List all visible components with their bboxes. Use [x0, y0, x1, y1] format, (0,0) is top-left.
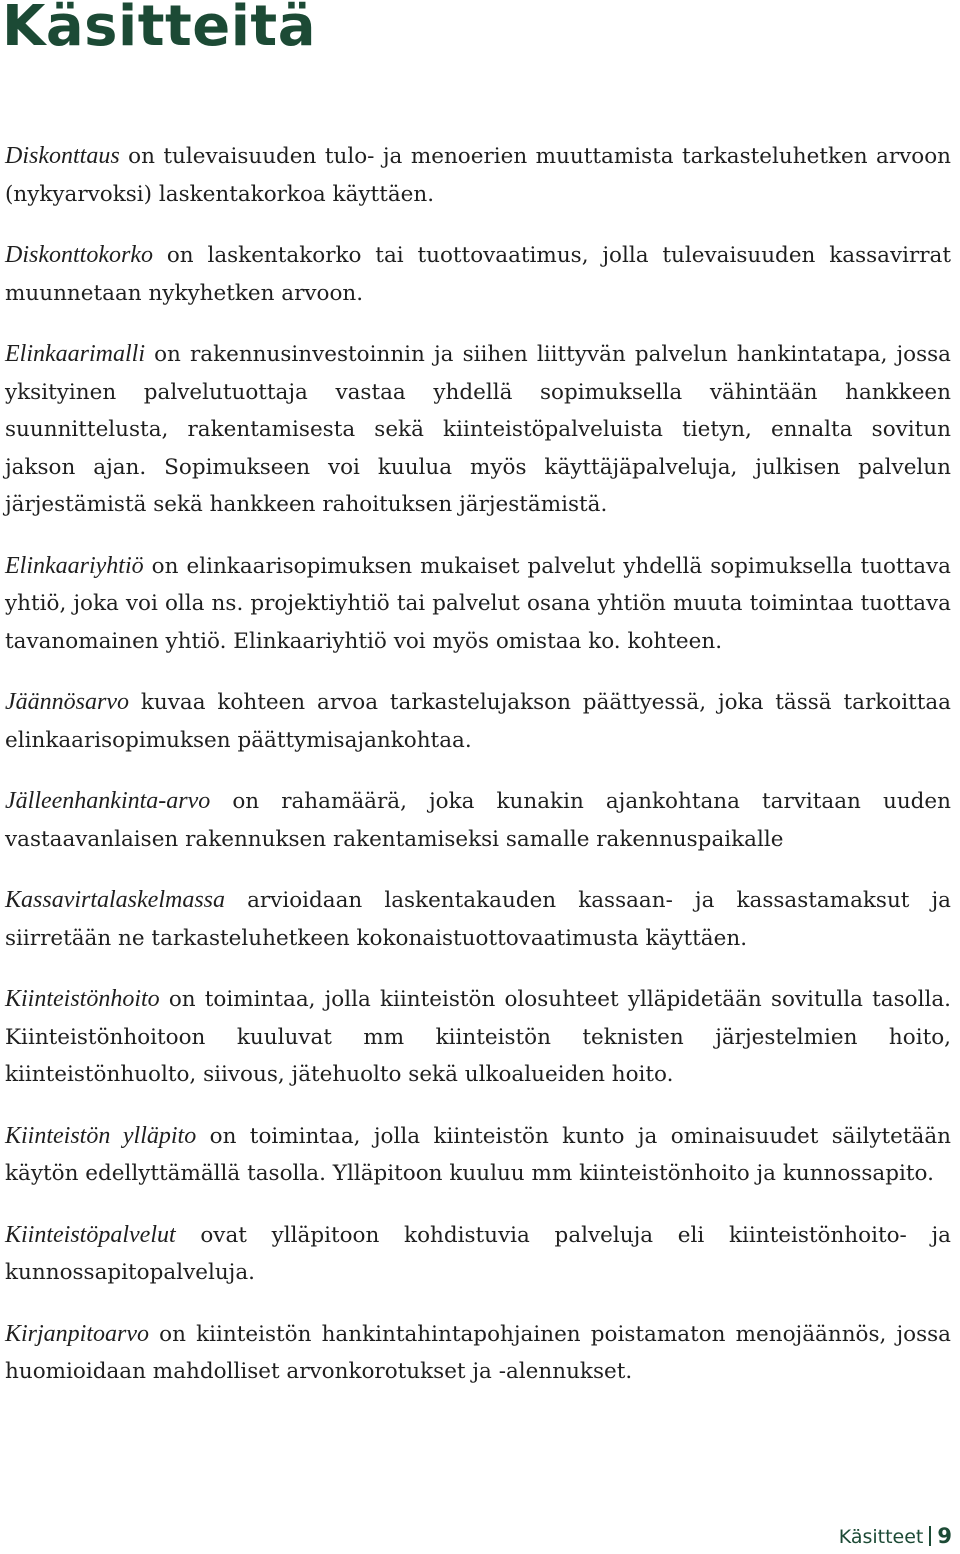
- glossary-term: Diskonttokorko: [5, 242, 153, 268]
- glossary-definition: on tulevaisuuden tulo- ja menoerien muuttamista tarkasteluhetken arvoon (nykyarvoksi) laskentakorkoa käyttäen.: [5, 144, 951, 207]
- glossary-definition: on kiinteistön hankintahintapohjainen poistamaton menojäännös, jossa huomioidaan mahdolliset arvonkorotukset ja -alennukset.: [5, 1321, 951, 1384]
- glossary-term: Kirjanpitoarvo: [5, 1320, 150, 1347]
- glossary-entry: [5, 138, 951, 213]
- glossary-list: [5, 138, 951, 1415]
- glossary-term: Jäännösarvo: [5, 689, 129, 715]
- glossary-term: Kassavirtalaskelmassa: [5, 887, 226, 913]
- glossary-definition: arvioidaan laskentakauden kassaan- ja kassastamaksut ja siirretään ne tarkasteluhetkeen kokonaistuottovaatimusta käyttäen.: [5, 888, 951, 951]
- glossary-entry: [5, 684, 951, 759]
- glossary-definition: kuvaa kohteen arvoa tarkastelujakson päättyessä, joka tässä tarkoittaa elinkaarisopimuksen päättymisajankohtaa.: [5, 690, 951, 753]
- glossary-term: Kiinteistönhoito: [5, 986, 160, 1012]
- glossary-entry: [5, 1118, 951, 1193]
- glossary-term: Elinkaariyhtiö: [5, 552, 144, 579]
- glossary-term: Jälleenhankinta-arvo: [5, 788, 211, 814]
- glossary-definition: on laskentakorko tai tuottovaatimus, jolla tulevaisuuden kassavirrat muunnetaan nykyhetken arvoon.: [5, 243, 951, 306]
- glossary-definition: on toimintaa, jolla kiinteistön kunto ja ominaisuudet säilytetään käytön edellyttämällä tasolla. Ylläpitoon kuuluu mm kiinteistönhoito ja kunnossapito.: [5, 1123, 951, 1186]
- glossary-definition: ovat ylläpitoon kohdistuvia palveluja eli kiinteistönhoito- ja kunnossapitopalveluja.: [5, 1222, 951, 1285]
- glossary-definition: on rahamäärä, joka kunakin ajankohtana tarvitaan uuden vastaavanlaisen rakennuksen rakentamiseksi samalle rakennuspaikalle: [5, 789, 951, 852]
- glossary-term: Elinkaarimalli: [5, 341, 145, 367]
- glossary-definition: on rakennusinvestoinnin ja siihen liittyvän palvelun hankintatapa, jossa yksityinen palvelutuottaja vastaa yhdellä sopimuksella vähintään hankkeen suunnittelusta, rakentamisesta sekä kiinteistöpalveluista tietyn, ennalta sovitun jakson ajan. Sopimukseen voi kuulua myös käyttäjäpalveluja, julkisen palvelun järjestämistä sekä hankkeen rahoituksen järjestämistä.: [5, 342, 951, 517]
- glossary-entry: [5, 882, 951, 957]
- glossary-definition: on toimintaa, jolla kiinteistön olosuhteet ylläpidetään sovitulla tasolla. Kiinteistönhoitoon kuuluvat mm kiinteistön teknisten järjestelmien hoito, kiinteistönhuolto, siivous, jätehuolto sekä ulkoalueiden hoito.: [5, 987, 951, 1087]
- glossary-term: Kiinteistöpalvelut: [5, 1221, 176, 1248]
- page-number: 9: [937, 1524, 952, 1548]
- footer-divider: [929, 1526, 931, 1546]
- glossary-entry: [5, 1316, 951, 1391]
- glossary-term: Diskonttaus: [5, 143, 120, 169]
- glossary-entry: [5, 237, 951, 312]
- page-footer: [839, 1524, 952, 1549]
- glossary-entry: [5, 548, 951, 661]
- glossary-entry: [5, 336, 951, 524]
- glossary-entry: [5, 783, 951, 858]
- glossary-entry: [5, 1217, 951, 1292]
- glossary-term: Kiinteistön ylläpito: [5, 1122, 197, 1149]
- footer-section-label: Käsitteet: [838, 1526, 924, 1548]
- glossary-definition: on elinkaarisopimuksen mukaiset palvelut yhdellä sopimuksella tuottava yhtiö, joka voi olla ns. projektiyhtiö tai palvelut osana yhtiön muuta toimintaa tuottava tavanomainen yhtiö. Elinkaariyhtiö voi myös omistaa ko. kohteen.: [5, 553, 951, 654]
- page-title: Käsitteitä: [2, 0, 316, 59]
- glossary-entry: [5, 981, 951, 1094]
